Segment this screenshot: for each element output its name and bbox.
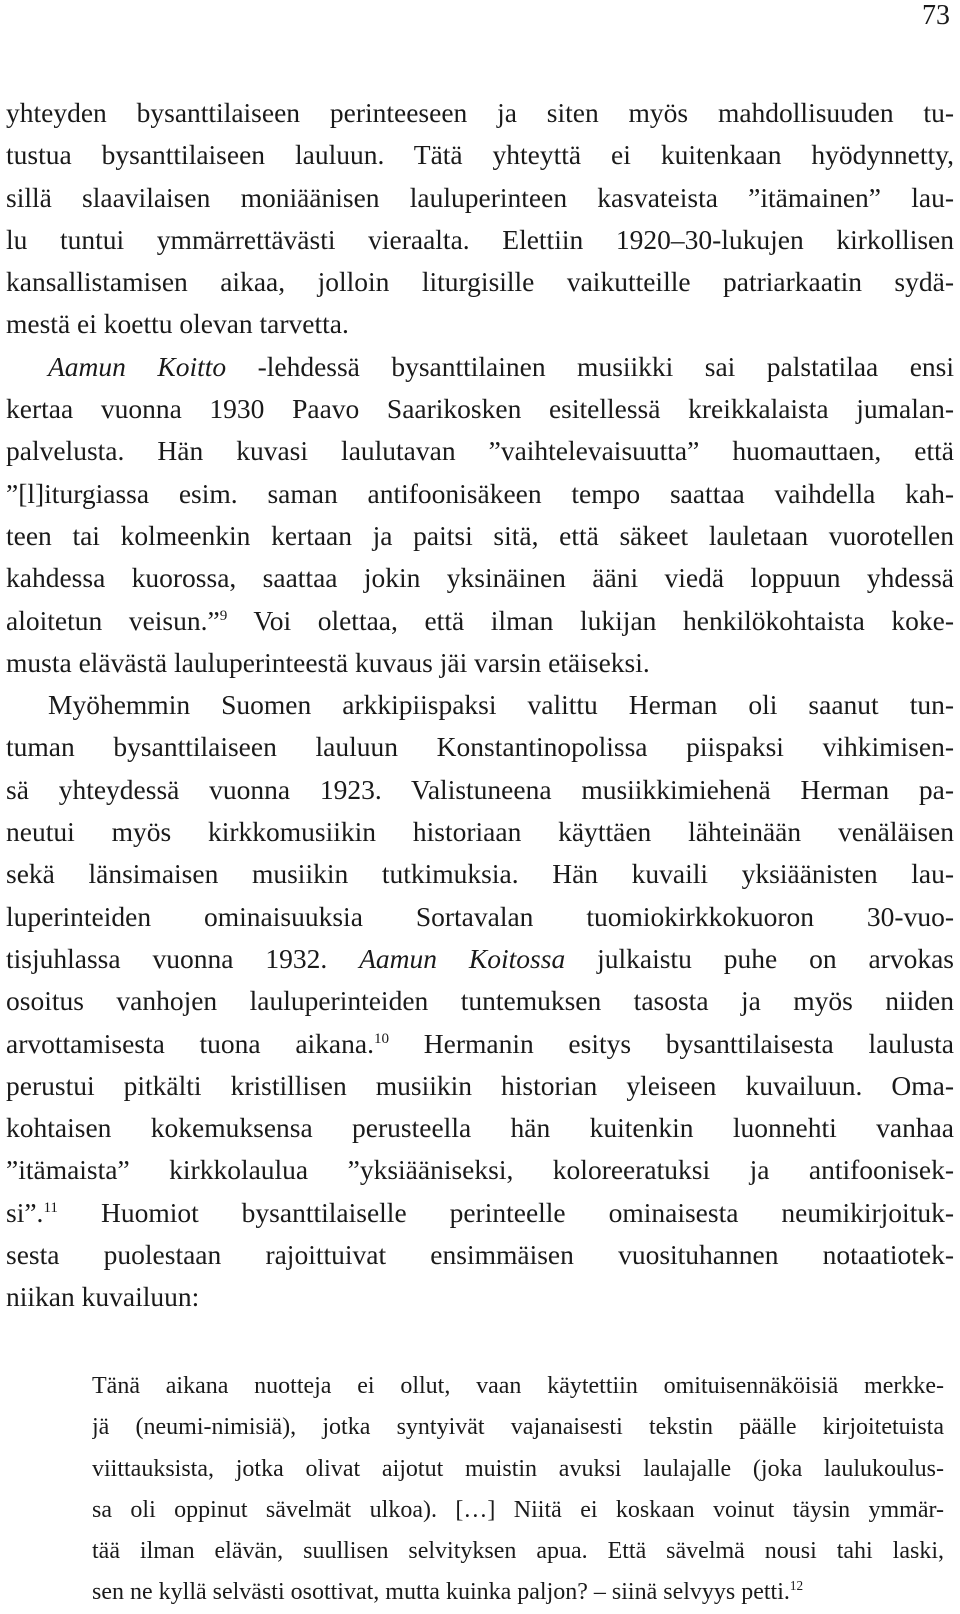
text-line: tustua bysanttilaiseen lauluun. Tätä yhteyttä ei kuitenkaan hyödynnetty, <box>6 139 954 171</box>
text-line: tuman bysanttilaiseen lauluun Konstantinopolissa piispaksi vihkimisen- <box>6 731 954 763</box>
text-line: sillä slaavilaisen moniäänisen lauluperinteen kasvateista ”itämainen” lau- <box>6 181 954 213</box>
quote-line: jä (neumi-nimisiä), jotka syntyivät vajanaisesti tekstin päälle kirjoitetuista <box>92 1414 944 1441</box>
text-line: luperinteiden ominaisuuksia Sortavalan tuomiokirkkokuoron 30-vuo- <box>6 900 954 932</box>
quote-line: tää ilman elävän, suullisen selvityksen apua. Että sävelmä nousi tahi laski, <box>92 1538 944 1565</box>
quote-line: viittauksista, jotka olivat aijotut muistin avuksi laulajalle (joka laulukoulus- <box>92 1455 944 1482</box>
italic-title: Aamun Koitto <box>48 350 227 382</box>
text-line: teen tai kolmeenkin kertaan ja paitsi sitä, että säkeet lauletaan vuorotellen <box>6 519 954 551</box>
footnote-ref: 9 <box>219 607 228 624</box>
text-line: kohtaisen kokemuksensa perusteella hän kuitenkin luonnehti vanhaa <box>6 1112 954 1144</box>
text-line <box>6 346 954 388</box>
text-line: ”itämaista” kirkkolaulua ”yksiääniseksi, koloreeratuksi ja antifoonisek- <box>6 1154 954 1186</box>
text-line: kahdessa kuorossa, saattaa jokin yksinäinen ääni viedä loppuun yhdessä <box>6 562 954 594</box>
text-line <box>6 1192 954 1234</box>
text-line: neutui myös kirkkomusiikin historiaan käyttäen lähteinään venäläisen <box>6 816 954 848</box>
footnote-ref: 11 <box>43 1199 58 1216</box>
page-number: 73 <box>922 0 950 31</box>
body-text <box>6 92 954 1319</box>
text-span: tisjuhlassa vuonna 1932. <box>6 942 360 974</box>
text-line: sekä länsimaisen musiikin tutkimuksia. Hän kuvaili yksiäänisten lau- <box>6 858 954 890</box>
text-line: palvelusta. Hän kuvasi laulutavan ”vaihtelevaisuutta” huomauttaen, että <box>6 435 954 467</box>
footnote-ref: 10 <box>373 1030 390 1047</box>
text-span: aloitetun veisun.” <box>6 604 220 636</box>
text-line: kansallistamisen aikaa, jolloin liturgisille vaikutteille patriarkaatin sydä- <box>6 266 954 298</box>
text-span: Voi olettaa, että ilman lukijan henkilökohtaista koke- <box>227 604 954 636</box>
text-line: osoitus vanhojen lauluperinteiden tuntemuksen tasosta ja myös niiden <box>6 985 954 1017</box>
footnote-ref: 12 <box>789 1578 804 1594</box>
text-span: Hermanin esitys bysanttilaisesta laulusta <box>389 1027 954 1059</box>
text-span: julkaistu puhe on arvokas <box>565 942 954 974</box>
text-line: lu tuntui ymmärrettävästi vieraalta. Elettiin 1920–30-lukujen kirkollisen <box>6 223 954 255</box>
text-line: Myöhemmin Suomen arkkipiispaksi valittu Herman oli saanut tun- <box>48 689 954 721</box>
text-span: arvottamisesta tuona aikana. <box>6 1027 374 1059</box>
text-line: sesta puolestaan rajoittuivat ensimmäisen vuosituhannen notaatiotek- <box>6 1239 954 1271</box>
text-line: yhteyden bysanttilaiseen perinteeseen ja siten myös mahdollisuuden tu- <box>6 97 954 128</box>
text-span: -lehdessä bysanttilainen musiikki sai palstatilaa ensi <box>226 350 954 382</box>
text-line <box>6 938 954 980</box>
text-line: sä yhteydessä vuonna 1923. Valistuneena musiikkimiehenä Herman pa- <box>6 773 954 805</box>
text-line: ”[l]iturgiassa esim. saman antifoonisäkeen tempo saattaa vaihdella kah- <box>6 477 954 509</box>
text-span: Huomiot bysanttilaiselle perinteelle ominaisesta neumikirjoituk- <box>58 1196 954 1228</box>
quote-line: Tänä aikana nuotteja ei ollut, vaan käytettiin omituisennäköisiä merkke- <box>92 1373 944 1399</box>
block-quote <box>92 1366 944 1614</box>
text-line: musta elävästä lauluperinteestä kuvaus jäi varsin etäiseksi. <box>6 646 650 678</box>
text-line <box>6 600 954 642</box>
text-line <box>6 1023 954 1065</box>
text-line: niikan kuvailuun: <box>6 1281 200 1313</box>
text-line: mestä ei koettu olevan tarvetta. <box>6 308 349 340</box>
text-span: si”. <box>6 1196 44 1228</box>
text-span: sen ne kyllä selvästi osottivat, mutta kuinka paljon? – siinä selvyys petti. <box>92 1579 790 1606</box>
quote-line: sa oli oppinut sävelmät ulkoa). […] Niitä ei koskaan voinut täysin ymmär- <box>92 1496 944 1523</box>
text-line: kertaa vuonna 1930 Paavo Saarikosken esitellessä kreikkalaista jumalan- <box>6 393 954 425</box>
quote-line <box>92 1572 944 1613</box>
italic-title: Aamun Koitossa <box>359 942 566 974</box>
text-line: perustui pitkälti kristillisen musiikin historian yleiseen kuvailuun. Oma- <box>6 1069 954 1101</box>
